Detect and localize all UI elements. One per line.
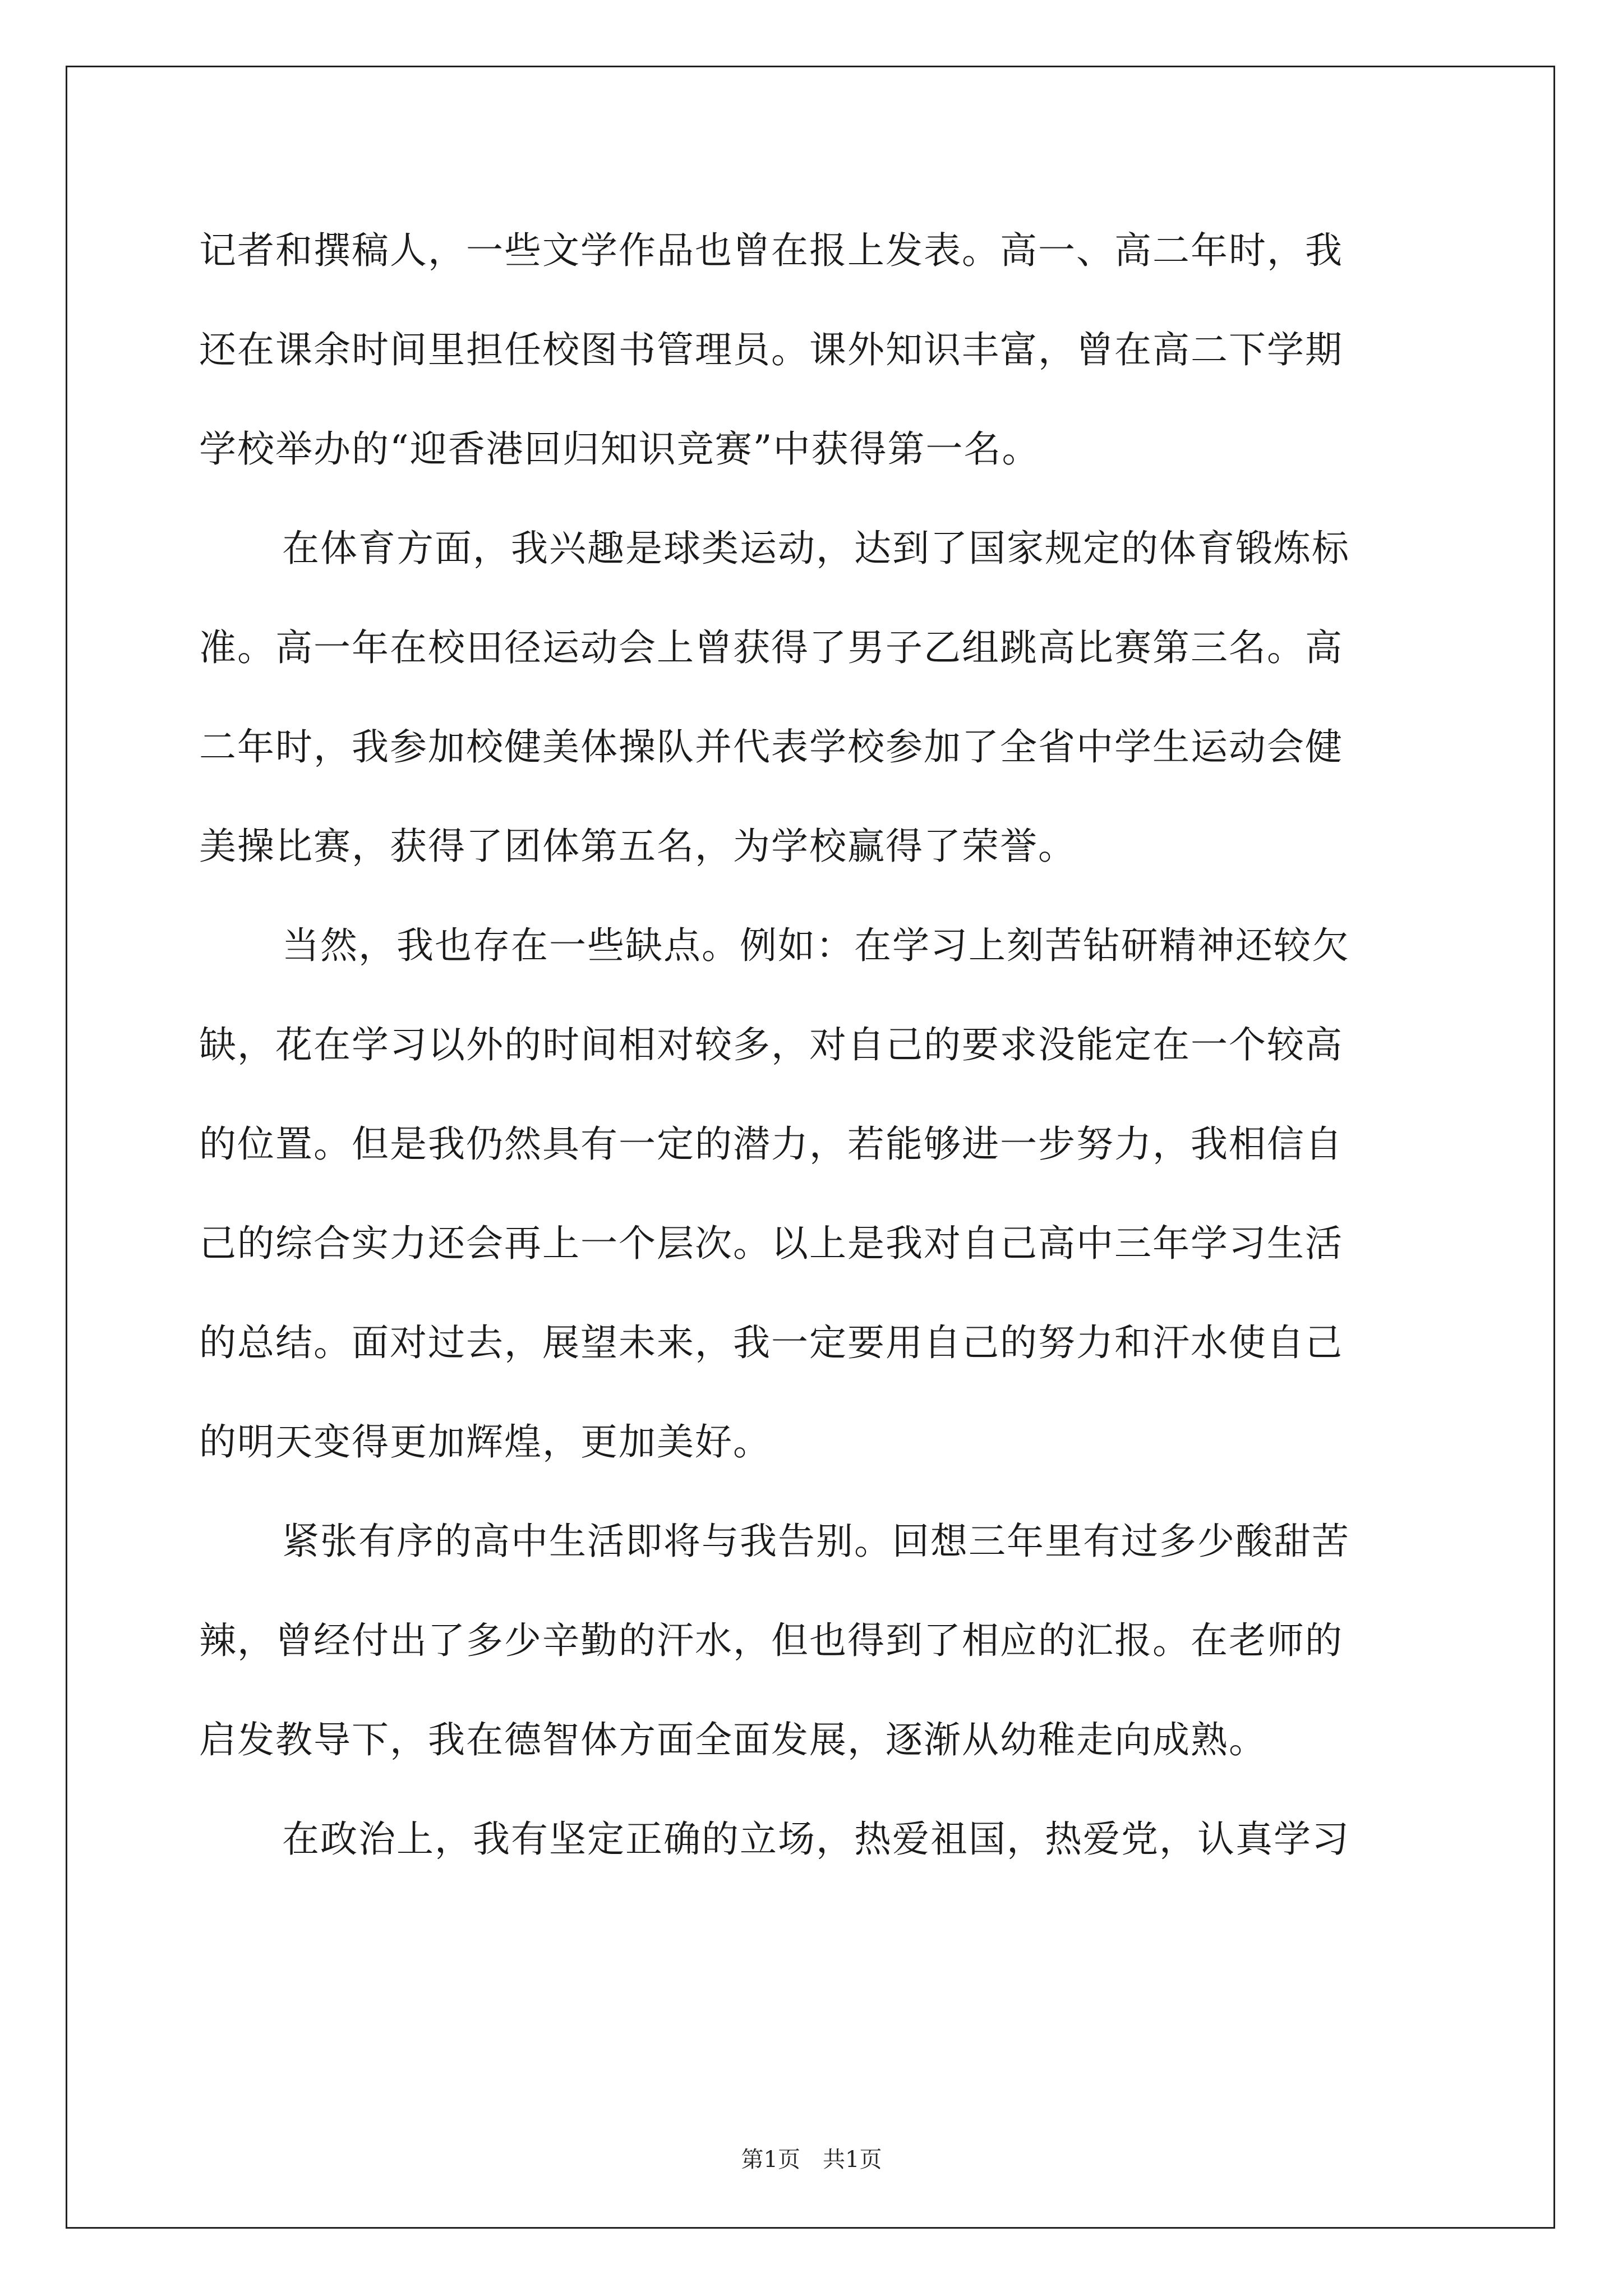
text-line: 还在课余时间里担任校图书管理员。课外知识丰富，曾在高二下学期 [199, 328, 1343, 371]
paragraph-first-line: 在政治上，我有坚定正确的立场，热爱祖国，热爱党，认真学习 [282, 1818, 1350, 1861]
text-line: 的明天变得更加辉煌，更加美好。 [199, 1420, 771, 1464]
text-line: 缺，花在学习以外的时间相对较多，对自己的要求没能定在一个较高 [199, 1023, 1343, 1066]
page-number-footer: 第1页 共1页 [741, 2147, 882, 2173]
text-line: 辣，曾经付出了多少辛勤的汗水，但也得到了相应的汇报。在老师的 [199, 1619, 1343, 1662]
text-line: 学校举办的“迎香港回归知识竞赛”中获得第一名。 [199, 427, 1040, 471]
text-line: 启发教导下，我在德智体方面全面发展，逐渐从幼稚走向成熟。 [199, 1718, 1267, 1761]
paragraph-first-line: 在体育方面，我兴趣是球类运动，达到了国家规定的体育锻炼标 [282, 527, 1350, 570]
text-line: 的位置。但是我仍然具有一定的潜力，若能够进一步努力，我相信自 [199, 1122, 1343, 1166]
text-line: 的总结。面对过去，展望未来，我一定要用自己的努力和汗水使自己 [199, 1321, 1343, 1364]
document-body [199, 216, 1424, 1904]
text-line: 美操比赛，获得了团体第五名，为学校赢得了荣誉。 [199, 825, 1076, 868]
text-line: 己的综合实力还会再上一个层次。以上是我对自己高中三年学习生活 [199, 1222, 1343, 1265]
text-line: 记者和撰稿人，一些文学作品也曾在报上发表。高一、高二年时，我 [199, 229, 1343, 272]
text-line: 准。高一年在校田径运动会上曾获得了男子乙组跳高比赛第三名。高 [199, 626, 1343, 669]
paragraph-first-line: 紧张有序的高中生活即将与我告别。回想三年里有过多少酸甜苦 [282, 1520, 1350, 1563]
paragraph-first-line: 当然，我也存在一些缺点。例如：在学习上刻苦钻研精神还较欠 [282, 924, 1350, 967]
text-line: 二年时，我参加校健美体操队并代表学校参加了全省中学生运动会健 [199, 725, 1343, 769]
